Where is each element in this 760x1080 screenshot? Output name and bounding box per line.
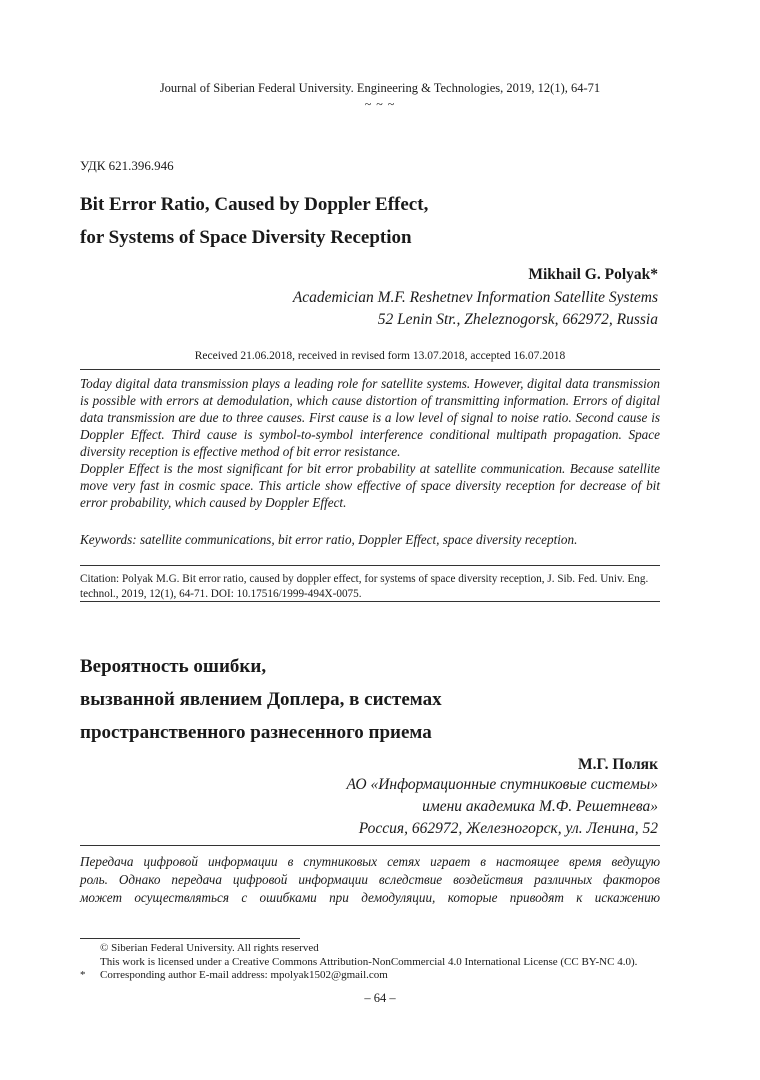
paper-title bbox=[80, 188, 680, 254]
paper-title-line-1: Bit Error Ratio, Caused by Doppler Effect, bbox=[80, 194, 429, 215]
keywords: Keywords: satellite communications, bit error ratio, Doppler Effect, space diversity reception. bbox=[80, 532, 578, 547]
footnote-asterisk: * bbox=[80, 969, 86, 981]
russian-abstract-line-2: роль. Однако передача цифровой информации вследствие воздействия различных факторов bbox=[80, 872, 660, 887]
russian-affiliation-line-2: имени академика М.Ф. Решетнева» bbox=[422, 798, 658, 815]
abstract-paragraph-1: Today digital data transmission plays a leading role for satellite systems. However, digital data transmission is possible with errors at demodulation, which cause distortion of transmitting information. Errors of digital data transmission are due to three causes. First cause is a low level of signal to noise ratio. Second cause is Doppler Effect. Third cause is symbol-to-symbol interference conditional multipath propagation. Space diversity reception is effective method of bit error resistance. bbox=[80, 376, 660, 459]
footnote-rule bbox=[80, 938, 300, 939]
page-number: – 64 – bbox=[364, 991, 396, 1005]
footnote-license: This work is licensed under a Creative Commons Attribution-NonCommercial 4.0 International License (CC BY-NC 4.0). bbox=[100, 955, 638, 968]
abstract bbox=[80, 375, 660, 511]
footnotes bbox=[80, 942, 680, 983]
russian-author-name: М.Г. Поляк bbox=[578, 756, 658, 773]
russian-affiliation bbox=[347, 774, 659, 840]
journal-header: Journal of Siberian Federal University. Engineering & Technologies, 2019, 12(1), 64-71 bbox=[159, 81, 601, 95]
abstract-paragraph-2: Doppler Effect is the most significant for bit error probability at satellite communication. Because satellite move very fast in cosmic space. This article show effective of space diversity reception for decrease of bit error probability, which caused by Doppler Effect. bbox=[80, 461, 660, 510]
footnote-copyright: © Siberian Federal University. All rights reserved bbox=[100, 942, 319, 954]
russian-title-line-1: Вероятность ошибки, bbox=[80, 656, 267, 677]
received-dates: Received 21.06.2018, received in revised form 13.07.2018, accepted 16.07.2018 bbox=[194, 350, 566, 362]
author-affiliation bbox=[293, 287, 658, 331]
citation-bottom-rule bbox=[80, 601, 660, 602]
russian-title-line-2: вызванной явлением Доплера, в системах bbox=[80, 689, 442, 710]
paper-title-line-2: for Systems of Space Diversity Reception bbox=[80, 227, 412, 248]
russian-affiliation-line-1: АО «Информационные спутниковые системы» bbox=[346, 776, 658, 793]
footnote-corresponding-text: Corresponding author E-mail address: mpolyak1502@gmail.com bbox=[100, 969, 388, 981]
citation-top-rule bbox=[80, 565, 660, 566]
citation: Citation: Polyak M.G. Bit error ratio, caused by doppler effect, for systems of space diversity reception, J. Sib. Fed. Univ. Eng. technol., 2019, 12(1), 64-71. DOI: 10.17516/1999-494X-0075. bbox=[80, 573, 649, 600]
footnote-corresponding bbox=[80, 969, 680, 983]
russian-title bbox=[80, 650, 442, 749]
russian-abstract-top-rule bbox=[80, 845, 660, 846]
affiliation-line-1: Academician M.F. Reshetnev Information Satellite Systems bbox=[292, 289, 658, 306]
author-name: Mikhail G. Polyak* bbox=[528, 266, 658, 283]
affiliation-line-2: 52 Lenin Str., Zheleznogorsk, 662972, Russia bbox=[377, 311, 658, 328]
russian-abstract-line-1: Передача цифровой информации в спутниковых сетях играет в настоящее время ведущую bbox=[80, 854, 660, 869]
russian-affiliation-line-3: Россия, 662972, Железногорск, ул. Ленина, 52 bbox=[358, 820, 658, 837]
udk-code: УДК 621.396.946 bbox=[80, 158, 174, 173]
header-ornament: ~ ~ ~ bbox=[364, 97, 396, 111]
russian-abstract-line-3: может осуществляться с ошибками при демодуляции, которые приводят к искажению bbox=[80, 890, 660, 905]
russian-abstract bbox=[80, 853, 660, 907]
abstract-top-rule bbox=[80, 369, 660, 370]
russian-title-line-3: пространственного разнесенного приема bbox=[80, 722, 432, 743]
